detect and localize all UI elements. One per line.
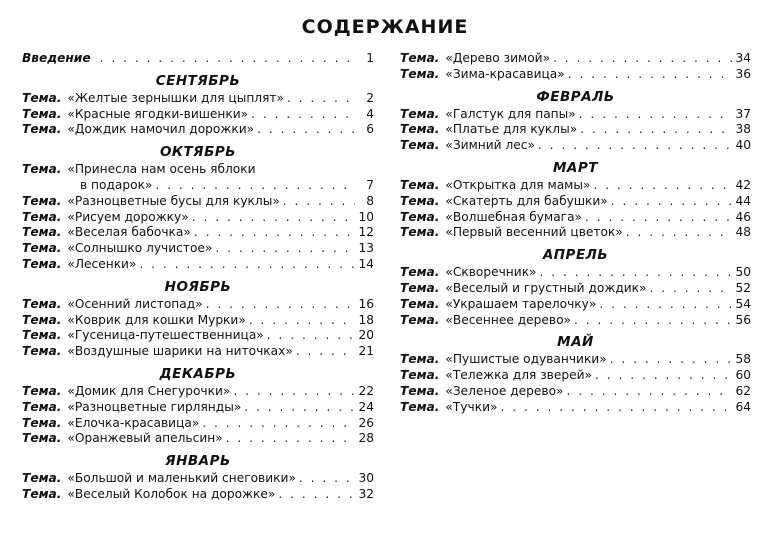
topic-title: «Лесенки»: [67, 256, 137, 271]
topic-title: «Открытка для мамы»: [445, 177, 591, 192]
page-number: 12: [358, 225, 374, 240]
toc-entry[interactable]: [22, 162, 374, 178]
topic-label: Тема.: [22, 399, 62, 414]
leader-dots: [249, 313, 355, 329]
page-number: 13: [358, 241, 374, 256]
topic-label: Тема.: [400, 177, 440, 192]
page-number: 14: [358, 256, 374, 271]
page-number: 52: [735, 280, 751, 295]
toc-entry[interactable]: [400, 107, 751, 123]
toc-entry[interactable]: [400, 51, 751, 67]
leader-dots: [202, 416, 355, 432]
topic-label: Тема.: [22, 90, 62, 105]
leader-dots: [593, 178, 732, 194]
leader-dots: [626, 225, 732, 241]
page-number: 20: [358, 328, 374, 343]
topic-label: Тема.: [400, 312, 440, 327]
topic-title: «Весеннее дерево»: [445, 312, 571, 327]
leader-dots: [611, 194, 732, 210]
page-number: 16: [358, 296, 374, 311]
page-number: 2: [366, 90, 374, 105]
toc-entry[interactable]: [400, 368, 751, 384]
toc-entry[interactable]: [400, 225, 751, 241]
month-heading: МАЙ: [557, 334, 594, 351]
left-sections: [22, 71, 374, 503]
topic-title: «Дождик намочил дорожки»: [67, 122, 255, 137]
page-number: 56: [735, 312, 751, 327]
leader-dots: [568, 67, 732, 83]
topic-label: Тема.: [22, 225, 62, 240]
page-number: 22: [358, 383, 374, 398]
topic-title: «Воздушные шарики на ниточках»: [67, 344, 293, 359]
topic-label: Тема.: [22, 312, 62, 327]
toc-entry[interactable]: [400, 384, 751, 400]
topic-label: Тема.: [22, 486, 62, 501]
month-heading: СЕНТЯБРЬ: [155, 72, 241, 89]
topic-title: «Большой и маленький снеговики»: [67, 471, 296, 486]
topic-label: Тема.: [400, 368, 440, 383]
page-number: 37: [735, 106, 751, 121]
topic-title: «Веселый Колобок на дорожке»: [67, 486, 276, 501]
page-number: 64: [735, 399, 751, 414]
toc-entry[interactable]: [22, 210, 374, 226]
topic-label: Тема.: [400, 193, 440, 208]
month-heading: ДЕКАБРЬ: [159, 365, 237, 382]
page-title: СОДЕРЖАНИЕ: [301, 16, 469, 38]
toc-entry[interactable]: [22, 194, 374, 210]
toc-entry-continued[interactable]: [22, 178, 374, 194]
page-number: 40: [735, 138, 751, 153]
toc-entry[interactable]: [22, 384, 374, 400]
month-heading: ФЕВРАЛЬ: [536, 88, 615, 105]
topic-label: Тема.: [400, 138, 440, 153]
page-number: 36: [735, 66, 751, 81]
topic-title: «Веселый и грустный дождик»: [445, 280, 647, 295]
toc-entry[interactable]: [22, 313, 374, 329]
leader-dots: [257, 122, 355, 138]
toc-entry[interactable]: [22, 431, 374, 447]
page-number: 24: [358, 399, 374, 414]
topic-title: «Тележка для зверей»: [445, 368, 592, 383]
topic-label: Тема.: [22, 209, 62, 224]
topic-label: Тема.: [400, 265, 440, 280]
topic-title: «Волшебная бумага»: [445, 209, 582, 224]
leader-dots: [194, 225, 355, 241]
toc-entry[interactable]: [22, 487, 374, 503]
toc-entry[interactable]: [400, 313, 751, 329]
leader-dots: [278, 487, 355, 503]
topic-title-continued: в подарок»: [80, 177, 153, 192]
topic-label: Тема.: [22, 415, 62, 430]
page-number: 6: [366, 122, 374, 137]
page-number: 21: [358, 344, 374, 359]
topic-label: Тема.: [400, 280, 440, 295]
topic-label: Тема.: [22, 296, 62, 311]
toc-entry[interactable]: [22, 91, 374, 107]
topic-label: Тема.: [22, 241, 62, 256]
topic-title: «Скворечник»: [445, 265, 537, 280]
toc-entry[interactable]: [22, 225, 374, 241]
toc-entry[interactable]: [400, 281, 751, 297]
leader-dots: [580, 122, 732, 138]
toc-entry[interactable]: [400, 122, 751, 138]
right-sections: [400, 87, 751, 416]
toc-entry[interactable]: [22, 257, 374, 273]
topic-title: «Скатерть для бабушки»: [445, 193, 608, 208]
leader-dots: [567, 384, 732, 400]
toc-entry[interactable]: [22, 328, 374, 344]
page-number: 38: [735, 122, 751, 137]
toc-entry[interactable]: [22, 400, 374, 416]
topic-label: Тема.: [22, 383, 62, 398]
topic-label: Тема.: [22, 162, 62, 177]
leader-dots: [226, 431, 355, 447]
page-number: 30: [358, 471, 374, 486]
topic-label: Тема.: [22, 256, 62, 271]
page-number: 10: [358, 209, 374, 224]
toc-entry[interactable]: [400, 138, 751, 154]
page-number: 4: [366, 106, 374, 121]
topic-title: «Первый весенний цветок»: [445, 225, 623, 240]
page-number: 60: [735, 368, 751, 383]
topic-title: «Елочка-красавица»: [67, 415, 200, 430]
toc-entry[interactable]: [400, 352, 751, 368]
month-heading: ЯНВАРЬ: [165, 453, 231, 470]
topic-title: «Зима-красавица»: [445, 66, 565, 81]
topic-title: «Красные ягодки-вишенки»: [67, 106, 249, 121]
topic-label: Тема.: [22, 122, 62, 137]
toc-entry[interactable]: [400, 210, 751, 226]
leader-dots: [538, 138, 732, 154]
leader-dots: [139, 257, 355, 273]
leader-dots: [100, 51, 355, 67]
topic-title: «Домик для Снегурочки»: [67, 383, 231, 398]
topic-title: «Зимний лес»: [445, 138, 535, 153]
toc-entry[interactable]: [400, 178, 751, 194]
page-number: 50: [735, 265, 751, 280]
leader-dots: [244, 400, 355, 416]
toc-entry[interactable]: [22, 107, 374, 123]
topic-title: «Солнышко лучистое»: [67, 241, 213, 256]
topic-title: «Гусеница-путешественница»: [67, 328, 264, 343]
page-number: 62: [735, 383, 751, 398]
page-number: 28: [358, 431, 374, 446]
leader-dots: [553, 51, 732, 67]
topic-label: Тема.: [400, 225, 440, 240]
topic-title: «Рисуем дорожку»: [67, 209, 189, 224]
leader-dots: [500, 400, 732, 416]
page-number: 26: [358, 415, 374, 430]
leader-dots: [155, 178, 355, 194]
leader-dots: [267, 328, 355, 344]
toc-entry[interactable]: [22, 344, 374, 360]
topic-label: Тема.: [400, 383, 440, 398]
topic-title: «Веселая бабочка»: [67, 225, 191, 240]
toc-entry[interactable]: [400, 194, 751, 210]
leader-dots: [595, 368, 732, 384]
topic-label: Тема.: [22, 344, 62, 359]
topic-title: «Оранжевый апельсин»: [67, 431, 223, 446]
toc-right-column: [400, 51, 751, 416]
page-number: 42: [735, 177, 751, 192]
topic-label: Тема.: [22, 106, 62, 121]
topic-title: «Разноцветные гирлянды»: [67, 399, 242, 414]
toc-entry[interactable]: [22, 241, 374, 257]
topic-label: Тема.: [400, 51, 440, 65]
page-number: 18: [358, 312, 374, 327]
topic-label: Тема.: [400, 122, 440, 137]
leader-dots: [299, 471, 355, 487]
topic-label: Тема.: [22, 328, 62, 343]
topic-title: «Желтые зернышки для цыплят»: [67, 90, 284, 105]
leader-dots: [540, 265, 732, 281]
leader-dots: [192, 210, 355, 226]
leader-dots: [287, 91, 355, 107]
leader-dots: [650, 281, 733, 297]
topic-title: «Принесла нам осень яблоки: [67, 162, 256, 177]
topic-label: Тема.: [400, 352, 440, 367]
topic-label: Тема.: [22, 193, 62, 208]
page-number: 58: [735, 352, 751, 367]
month-heading: ОКТЯБРЬ: [159, 144, 237, 161]
toc-left-column: [22, 51, 374, 503]
page-number: 44: [735, 193, 751, 208]
leader-dots: [206, 297, 355, 313]
toc-entry[interactable]: [22, 297, 374, 313]
topic-title: «Зеленое дерево»: [445, 383, 564, 398]
topic-title: «Разноцветные бусы для куклы»: [67, 193, 280, 208]
page-number: 7: [366, 177, 374, 192]
month-heading: МАРТ: [553, 159, 598, 176]
page-number: 8: [366, 193, 374, 208]
toc-entry[interactable]: [400, 67, 751, 83]
toc-entry[interactable]: [22, 416, 374, 432]
leader-dots: [574, 313, 732, 329]
topic-title: «Осенний листопад»: [67, 296, 203, 311]
topic-label: Тема.: [22, 431, 62, 446]
topic-label: Тема.: [400, 399, 440, 414]
page-number: 54: [735, 296, 751, 311]
toc-entry[interactable]: [400, 265, 751, 281]
leader-dots: [233, 384, 355, 400]
month-heading: НОЯБРЬ: [164, 278, 232, 295]
leader-dots: [296, 344, 355, 360]
topic-label: Тема.: [400, 296, 440, 311]
topic-title: «Дерево зимой»: [445, 51, 551, 65]
leader-dots: [599, 297, 732, 313]
leader-dots: [585, 210, 732, 226]
right-continuation: [400, 51, 751, 83]
page-number: 32: [358, 486, 374, 501]
topic-title: «Галстук для папы»: [445, 106, 576, 121]
topic-title: «Платье для куклы»: [445, 122, 578, 137]
toc-entry[interactable]: [22, 122, 374, 138]
leader-dots: [579, 107, 732, 123]
toc-entry[interactable]: [22, 471, 374, 487]
toc-entry[interactable]: [400, 297, 751, 313]
leader-dots: [283, 194, 355, 210]
toc-entry[interactable]: [400, 400, 751, 416]
topic-label: Тема.: [400, 106, 440, 121]
topic-label: Тема.: [400, 209, 440, 224]
toc-entry-intro[interactable]: [22, 51, 374, 67]
leader-dots: [215, 241, 355, 257]
topic-title: «Коврик для кошки Мурки»: [67, 312, 246, 327]
page-number: 1: [366, 51, 374, 65]
topic-label: Тема.: [400, 66, 440, 81]
page-number: 46: [735, 209, 751, 224]
topic-title: «Тучки»: [445, 399, 498, 414]
topic-title: «Пушистые одуванчики»: [445, 352, 607, 367]
page-number: 48: [735, 225, 751, 240]
leader-dots: [610, 352, 732, 368]
topic-title: «Украшаем тарелочку»: [445, 296, 597, 311]
page-number: 34: [735, 51, 751, 65]
leader-dots: [251, 107, 355, 123]
topic-label: Тема.: [22, 471, 62, 486]
intro-label: Введение: [22, 51, 91, 65]
month-heading: АПРЕЛЬ: [542, 247, 609, 264]
